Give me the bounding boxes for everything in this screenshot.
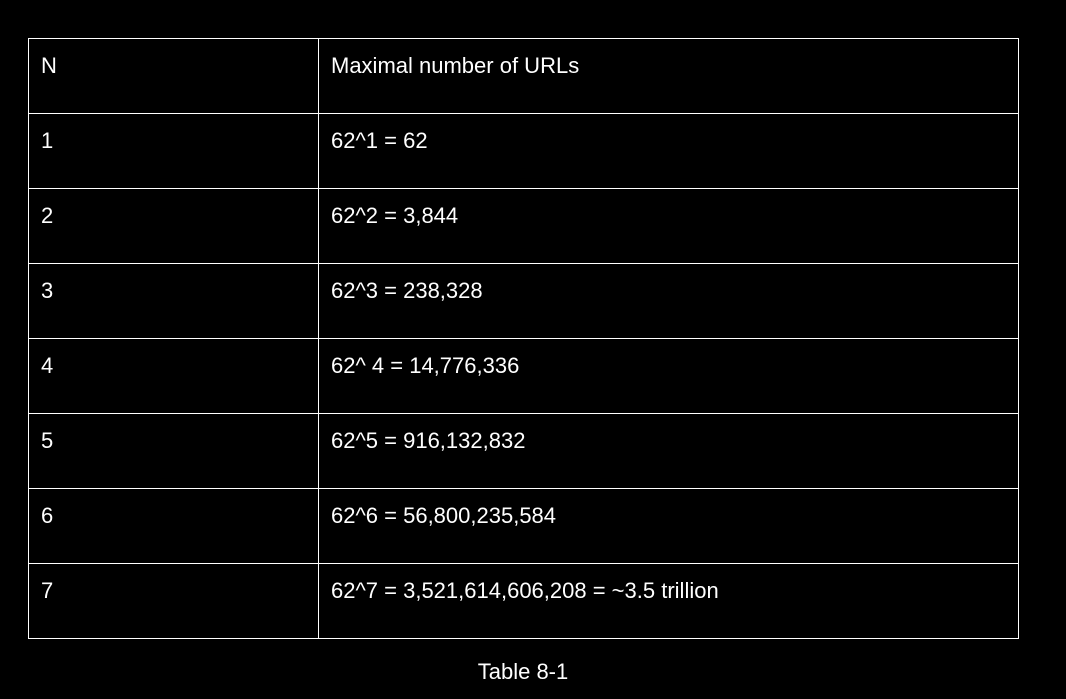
cell-max-urls: 62^7 = 3,521,614,606,208 = ~3.5 trillion xyxy=(319,564,1019,639)
cell-max-urls: 62^1 = 62 xyxy=(319,114,1019,189)
header-max-urls: Maximal number of URLs xyxy=(319,39,1019,114)
cell-n: 2 xyxy=(29,189,319,264)
header-n: N xyxy=(29,39,319,114)
cell-max-urls: 62^ 4 = 14,776,336 xyxy=(319,339,1019,414)
table-row xyxy=(29,114,1019,189)
cell-n: 7 xyxy=(29,564,319,639)
cell-n: 5 xyxy=(29,414,319,489)
table-caption: Table 8-1 xyxy=(477,659,569,684)
table-row xyxy=(29,339,1019,414)
table-row xyxy=(29,264,1019,339)
cell-n: 1 xyxy=(29,114,319,189)
table-row xyxy=(29,189,1019,264)
cell-max-urls: 62^3 = 238,328 xyxy=(319,264,1019,339)
url-capacity-table xyxy=(28,38,1019,639)
cell-n: 3 xyxy=(29,264,319,339)
table-row xyxy=(29,489,1019,564)
cell-max-urls: 62^6 = 56,800,235,584 xyxy=(319,489,1019,564)
table-row xyxy=(29,564,1019,639)
table-row xyxy=(29,414,1019,489)
table-header-row xyxy=(29,39,1019,114)
cell-n: 4 xyxy=(29,339,319,414)
cell-max-urls: 62^5 = 916,132,832 xyxy=(319,414,1019,489)
cell-max-urls: 62^2 = 3,844 xyxy=(319,189,1019,264)
cell-n: 6 xyxy=(29,489,319,564)
url-capacity-table-container xyxy=(28,38,1018,639)
